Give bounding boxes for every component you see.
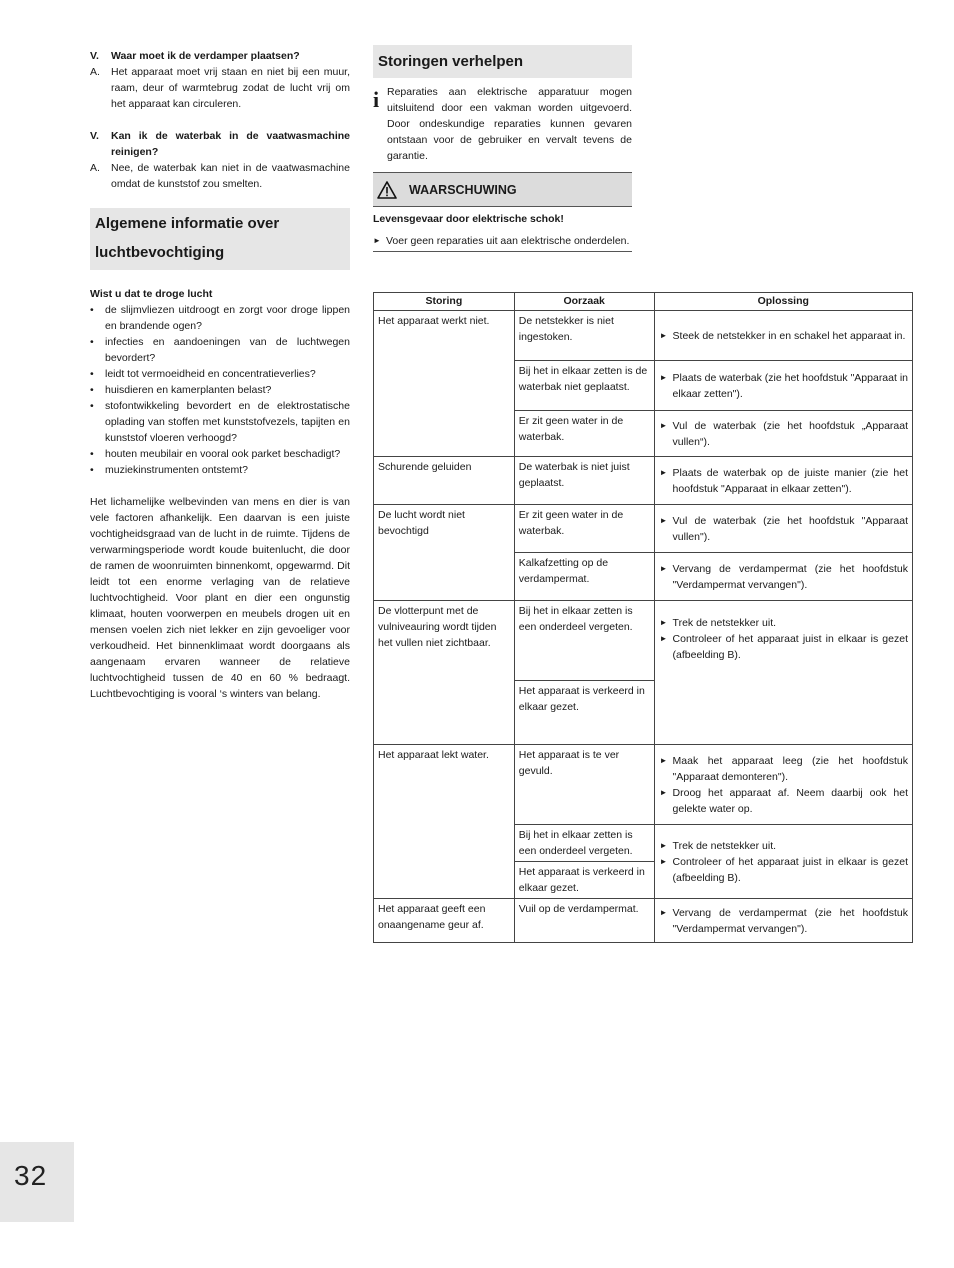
arrow-icon: ►: [659, 787, 668, 797]
table-row: [374, 601, 913, 681]
list-item: • leidt tot vermoeidheid en concentratieverlies?: [90, 368, 316, 380]
header-oplossing: Oplossing: [654, 293, 912, 311]
arrow-icon: ►: [659, 618, 668, 627]
arrow-icon: ►: [659, 634, 668, 643]
solution-cell: ► Maak het apparaat leeg (zie het hoofdstuk "Apparaat demonteren"). ► Droog het apparaat af. Neem daarbij ook het gelekte water op.: [654, 745, 912, 825]
general-bullet-list: [90, 302, 350, 478]
info-note: [373, 84, 632, 164]
bullet-icon: •: [90, 448, 94, 460]
storing-cell: Schurende geluiden: [374, 457, 515, 505]
cause-cell: De netstekker is niet ingestoken.: [514, 311, 654, 361]
list-item: • stofontwikkeling bevordert en de elektrostatische oplading van stoffen met kunststofvezels, tapijten en kunststof vloeren verhoogd?: [90, 400, 350, 444]
cause-cell: Bij het in elkaar zetten is een onderdeel vergeten.: [514, 825, 654, 862]
list-item: • de slijmvliezen uitdroogt en zorgt voor droge lippen en brandende ogen?: [90, 304, 350, 332]
table-row: [374, 457, 913, 505]
solution-cell: ► Trek de netstekker uit. ► Controleer of het apparaat juist in elkaar is gezet (afbeelding B).: [654, 601, 912, 745]
storing-cell: Het apparaat werkt niet.: [374, 311, 515, 457]
cause-cell: Vuil op de verdampermat.: [514, 899, 654, 943]
troubleshooting-heading: Storingen verhelpen: [373, 45, 632, 78]
page-number-box: [0, 1142, 74, 1222]
warning-triangle-icon: [377, 181, 397, 199]
cause-cell: Het apparaat is verkeerd in elkaar gezet.: [514, 862, 654, 899]
answer-text: Het apparaat moet vrij staan en niet bij een muur, raam, deur of warmtebrug zodat de lucht vrij om het apparaat kan circuleren.: [111, 66, 350, 110]
cause-cell: Het apparaat is te ver gevuld.: [514, 745, 654, 825]
bullet-icon: •: [90, 304, 94, 316]
left-column: [90, 48, 350, 702]
faq-question: [90, 128, 350, 160]
bullet-icon: •: [90, 384, 94, 396]
list-item: • muziekinstrumenten ontstemt?: [90, 464, 248, 476]
table-row: [374, 899, 913, 943]
solution-cell: ► Vervang de verdampermat (zie het hoofdstuk "Verdampermat vervangen").: [654, 553, 912, 601]
table-row: [374, 505, 913, 553]
storing-cell: Het apparaat lekt water.: [374, 745, 515, 899]
warning-bar: [373, 172, 632, 207]
solution-cell: ► Plaats de waterbak op de juiste manier (zie het hoofdstuk "Apparaat in elkaar zetten").: [654, 457, 912, 505]
warning-title: WAARSCHUWING: [409, 182, 517, 197]
cause-cell: Bij het in elkaar zetten is de waterbak niet geplaatst.: [514, 361, 654, 411]
question-label: V.: [90, 50, 99, 62]
bullet-icon: •: [90, 336, 94, 348]
answer-label: A.: [90, 66, 100, 78]
faq-item: [90, 128, 350, 192]
bullet-icon: •: [90, 400, 94, 412]
troubleshooting-table: [373, 292, 913, 943]
cause-cell: Er zit geen water in de waterbak.: [514, 505, 654, 553]
table-row: [374, 311, 913, 361]
solution-cell: ► Plaats de waterbak (zie het hoofdstuk "Apparaat in elkaar zetten").: [654, 361, 912, 411]
storing-cell: De vlotterpunt met de vulniveauring wordt tijden het vullen niet zichtbaar.: [374, 601, 515, 745]
faq-question: [90, 48, 350, 64]
solution-cell: ► Vervang de verdampermat (zie het hoofdstuk "Verdampermat vervangen").: [654, 899, 912, 943]
arrow-icon: ►: [659, 755, 668, 765]
cause-cell: Bij het in elkaar zetten is een onderdeel vergeten.: [514, 601, 654, 681]
cause-cell: Het apparaat is verkeerd in elkaar gezet.: [514, 681, 654, 745]
cause-cell: De waterbak is niet juist geplaatst.: [514, 457, 654, 505]
page-number: 32: [14, 1160, 48, 1191]
answer-text: Nee, de waterbak kan niet in de vaatwasmachine omdat de kunststof zou smelten.: [111, 162, 350, 190]
solution-cell: ► Trek de netstekker uit. ► Controleer of het apparaat juist in elkaar is gezet (afbeelding B).: [654, 825, 912, 899]
storing-cell: Het apparaat geeft een onaangename geur af.: [374, 899, 515, 943]
general-subheading: Wist u dat te droge lucht: [90, 288, 213, 300]
arrow-icon: ►: [659, 856, 668, 866]
general-paragraph: Het lichamelijke welbevinden van mens en dier is van vele factoren afhankelijk. Een daarvan is een juiste vochtigheidsgraad van de lucht in de ruimte. Tijdens de verwarmingsperiode wordt koude buitenlucht, die door de ramen de woonruimten binnenkomt, opgewarmd. Dit leidt tot een enorme verlaging van de relatieve luchtvochtigheid. Voor plant en dier een ongunstig klimaat, houten voorwerpen en meubels drogen uit en mensen voelen zich niet lekker en zijn gevoeliger voor verkoudheid. Het binnenklimaat wordt doorgaans als aangenaam ervaren wanneer de relatieve luchtvochtigheid tussen de 40 en 60 % bedraagt. Luchtbevochtiging is vooral ‘s winters van belang.: [90, 496, 350, 700]
list-item: • houten meubilair en vooral ook parket beschadigt?: [90, 448, 341, 460]
general-info-heading: Algemene informatie over luchtbevochtiging: [90, 208, 350, 270]
header-oorzaak: Oorzaak: [514, 293, 654, 311]
bullet-icon: •: [90, 368, 94, 380]
faq-item: [90, 48, 350, 112]
arrow-icon: ►: [659, 515, 668, 525]
answer-label: A.: [90, 162, 100, 174]
solution-cell: ► Vul de waterbak (zie het hoofdstuk "Apparaat vullen").: [654, 505, 912, 553]
solution-cell: ► Steek de netstekker in en schakel het apparaat in.: [654, 311, 912, 361]
right-column: [373, 45, 632, 252]
faq-answer: [90, 64, 350, 112]
list-item: • infecties en aandoeningen van de luchtwegen bevordert?: [90, 336, 350, 364]
table-header-row: [374, 293, 913, 311]
arrow-icon: ►: [373, 236, 381, 245]
cause-cell: Kalkafzetting op de verdampermat.: [514, 553, 654, 601]
warning-item: ► Voer geen reparaties uit aan elektrische onderdelen.: [373, 235, 630, 247]
warning-subtitle: Levensgevaar door elektrische schok!: [373, 213, 564, 225]
arrow-icon: ►: [659, 563, 668, 573]
question-text: Kan ik de waterbak in de vaatwasmachine reinigen?: [111, 130, 350, 158]
cause-cell: Er zit geen water in de waterbak.: [514, 411, 654, 457]
arrow-icon: ►: [659, 840, 668, 850]
warning-divider: [373, 251, 632, 252]
question-text: Waar moet ik de verdamper plaatsen?: [111, 50, 300, 62]
arrow-icon: ►: [659, 420, 668, 430]
arrow-icon: ►: [659, 907, 668, 917]
info-text: Reparaties aan elektrische apparatuur mogen uitsluitend door een vakman worden uitgevoerd. Door ondeskundige reparaties kunnen gevaren ontstaan voor de gebruiker en vervalt tevens de garantie.: [387, 86, 632, 162]
arrow-icon: ►: [659, 467, 668, 477]
arrow-icon: ►: [659, 372, 668, 382]
arrow-icon: ►: [659, 330, 668, 340]
info-icon: i: [373, 87, 380, 112]
solution-cell: ► Vul de waterbak (zie het hoofdstuk „Apparaat vullen“).: [654, 411, 912, 457]
table-row: [374, 745, 913, 825]
header-storing: Storing: [374, 293, 515, 311]
question-label: V.: [90, 130, 99, 142]
list-item: • huisdieren en kamerplanten belast?: [90, 384, 272, 396]
bullet-icon: •: [90, 464, 94, 476]
storing-cell: De lucht wordt niet bevochtigd: [374, 505, 515, 601]
faq-answer: [90, 160, 350, 192]
